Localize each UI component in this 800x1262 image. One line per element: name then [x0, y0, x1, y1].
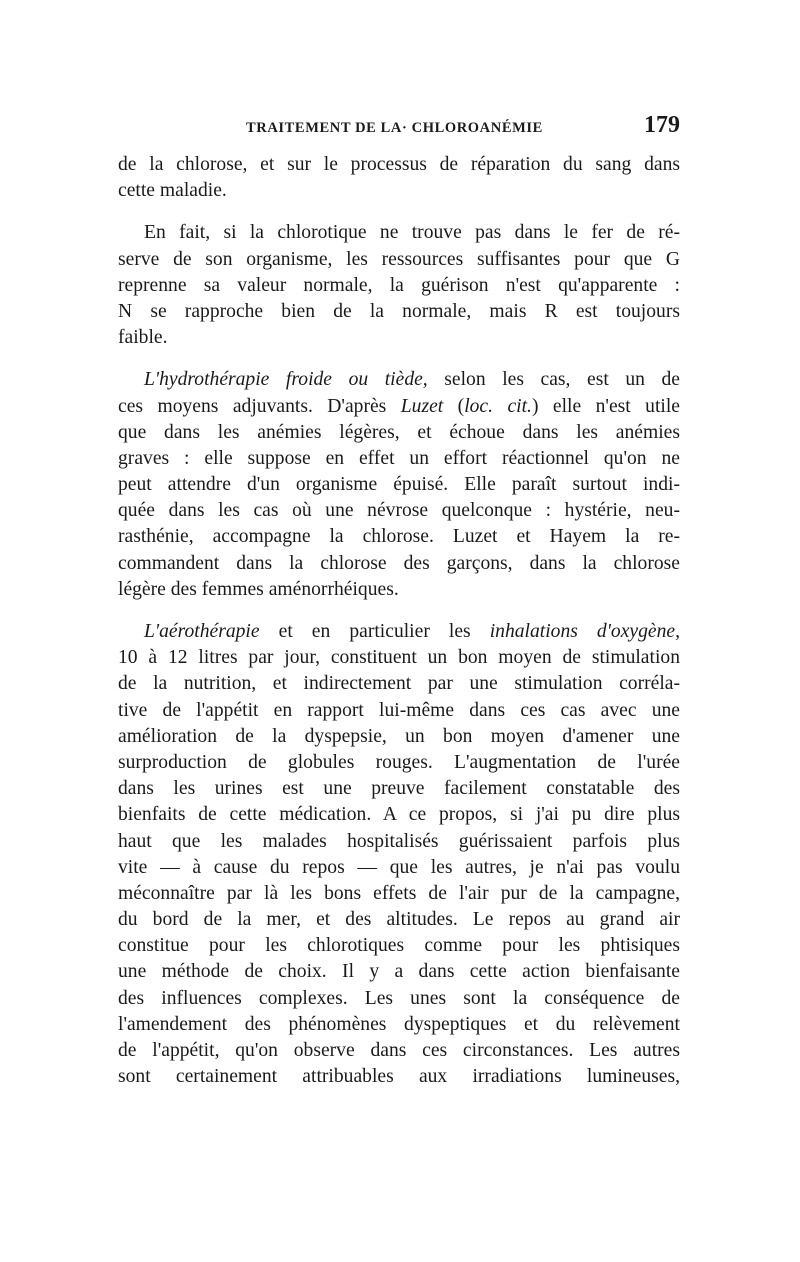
- text-run: de la chlorose, et sur le processus de réparation du sang dans: [118, 154, 680, 175]
- text-line: [118, 178, 680, 204]
- text-line: [118, 619, 680, 645]
- text-line: [118, 420, 680, 446]
- text-line: [118, 645, 680, 671]
- text-run: de l'appétit, qu'on observe dans ces circonstances. Les autres: [118, 1040, 680, 1061]
- italic-text: L'hydrothérapie froide ou tiède,: [144, 369, 428, 391]
- text-run: méconnaître par là les bons effets de l'air pur de la campagne,: [118, 882, 680, 904]
- text-run: quée dans les cas où une névrose quelconque : hystérie, neu-: [118, 500, 680, 522]
- body-text: [118, 152, 680, 1090]
- text-line: [118, 750, 680, 776]
- paragraph: [118, 220, 680, 351]
- text-run: faible.: [118, 327, 168, 349]
- paragraph: [118, 619, 680, 1090]
- text-line: [118, 273, 680, 299]
- text-run: haut que les malades hospitalisés guérissaient parfois plus: [118, 830, 680, 852]
- running-title: TRAITEMENT DE LA· CHLOROANÉMIE: [246, 120, 543, 136]
- paragraph-gap: [118, 204, 680, 220]
- text-run: serve de son organisme, les ressources suffisantes pour que G: [118, 248, 680, 270]
- text-line: [118, 1038, 680, 1064]
- text-run: une méthode de choix. Il y a dans cette action bienfaisante: [118, 961, 680, 983]
- text-run: amélioration de la dyspepsie, un bon moyen d'amener une: [118, 725, 680, 747]
- text-run: (: [443, 395, 465, 417]
- text-line: [118, 829, 680, 855]
- text-run: rasthénie, accompagne la chlorose. Luzet et Hayem la re-: [118, 526, 680, 548]
- text-run: bienfaits de cette médication. A ce propos, si j'ai pu dire plus: [118, 804, 680, 826]
- text-line: [118, 220, 680, 246]
- text-line: [118, 152, 680, 178]
- italic-text: Luzet: [400, 395, 444, 417]
- text-line: [118, 577, 680, 603]
- text-line: [118, 933, 680, 959]
- text-run: du bord de la mer, et des altitudes. Le repos au grand air: [118, 909, 680, 931]
- page-number: 179: [644, 112, 680, 138]
- text-line: [118, 325, 680, 351]
- text-line: [118, 367, 680, 393]
- text-run: selon les cas, est un de: [427, 369, 680, 391]
- text-run: N se rapproche bien de la normale, mais R est toujours: [118, 300, 680, 322]
- text-line: [118, 524, 680, 550]
- italic-text: L'aérothérapie: [144, 621, 260, 642]
- text-line: [118, 671, 680, 697]
- text-line: [118, 498, 680, 524]
- text-run: l'amendement des phénomènes dyspeptiques et du relèvement: [118, 1013, 680, 1035]
- text-line: [118, 394, 680, 420]
- text-run: de la nutrition, et indirectement par une stimulation corréla-: [118, 673, 680, 695]
- text-run: graves : elle suppose en effet un effort réactionnel qu'on ne: [118, 447, 680, 469]
- text-run: cette maladie.: [118, 180, 227, 202]
- text-line: [118, 776, 680, 802]
- text-run: reprenne sa valeur normale, la guérison n'est qu'apparente :: [118, 274, 680, 296]
- text-run: En fait, si la chlorotique ne trouve pas dans le fer de ré-: [144, 222, 680, 244]
- text-line: [118, 1064, 680, 1090]
- text-line: [118, 1012, 680, 1038]
- text-line: [118, 907, 680, 933]
- text-run: constitue pour les chlorotiques comme pour les phtisiques: [118, 935, 680, 957]
- text-run: tive de l'appétit en rapport lui-même dans ces cas avec une: [118, 699, 680, 721]
- text-line: [118, 959, 680, 985]
- paragraph-gap: [118, 351, 680, 367]
- text-line: [118, 724, 680, 750]
- text-line: [118, 802, 680, 828]
- text-line: [118, 472, 680, 498]
- paragraph-gap: [118, 603, 680, 619]
- text-run: et en particulier les: [259, 621, 490, 642]
- italic-text: inhalations d'oxygène,: [489, 621, 680, 642]
- text-run: peut attendre d'un organisme épuisé. Elle paraît surtout indi-: [118, 474, 680, 496]
- text-run: que dans les anémies légères, et échoue dans les anémies: [118, 421, 680, 443]
- paragraph: [118, 152, 680, 204]
- text-run: 10 à 12 litres par jour, constituent un bon moyen de stimulation: [118, 647, 680, 669]
- text-line: [118, 446, 680, 472]
- text-run: dans les urines est une preuve facilement constatable des: [118, 778, 680, 800]
- text-run: ces moyens adjuvants. D'après: [118, 395, 401, 417]
- text-run: des influences complexes. Les unes sont la conséquence de: [118, 987, 680, 1009]
- text-line: [118, 986, 680, 1012]
- text-run: sont certainement attribuables aux irradiations lumineuses,: [118, 1066, 680, 1088]
- paragraph: [118, 367, 680, 603]
- text-run: légère des femmes aménorrhéiques.: [118, 578, 399, 600]
- text-line: [118, 698, 680, 724]
- text-line: [118, 855, 680, 881]
- text-run: vite — à cause du repos — que les autres, je n'ai pas voulu: [118, 856, 680, 878]
- text-run: commandent dans la chlorose des garçons, dans la chlorose: [118, 552, 680, 574]
- text-run: ) elle n'est utile: [531, 395, 680, 417]
- text-run: surproduction de globules rouges. L'augmentation de l'urée: [118, 751, 680, 773]
- text-line: [118, 881, 680, 907]
- text-line: [118, 299, 680, 325]
- running-head: [118, 112, 680, 142]
- text-line: [118, 247, 680, 273]
- italic-text: loc. cit.: [464, 395, 532, 417]
- text-line: [118, 551, 680, 577]
